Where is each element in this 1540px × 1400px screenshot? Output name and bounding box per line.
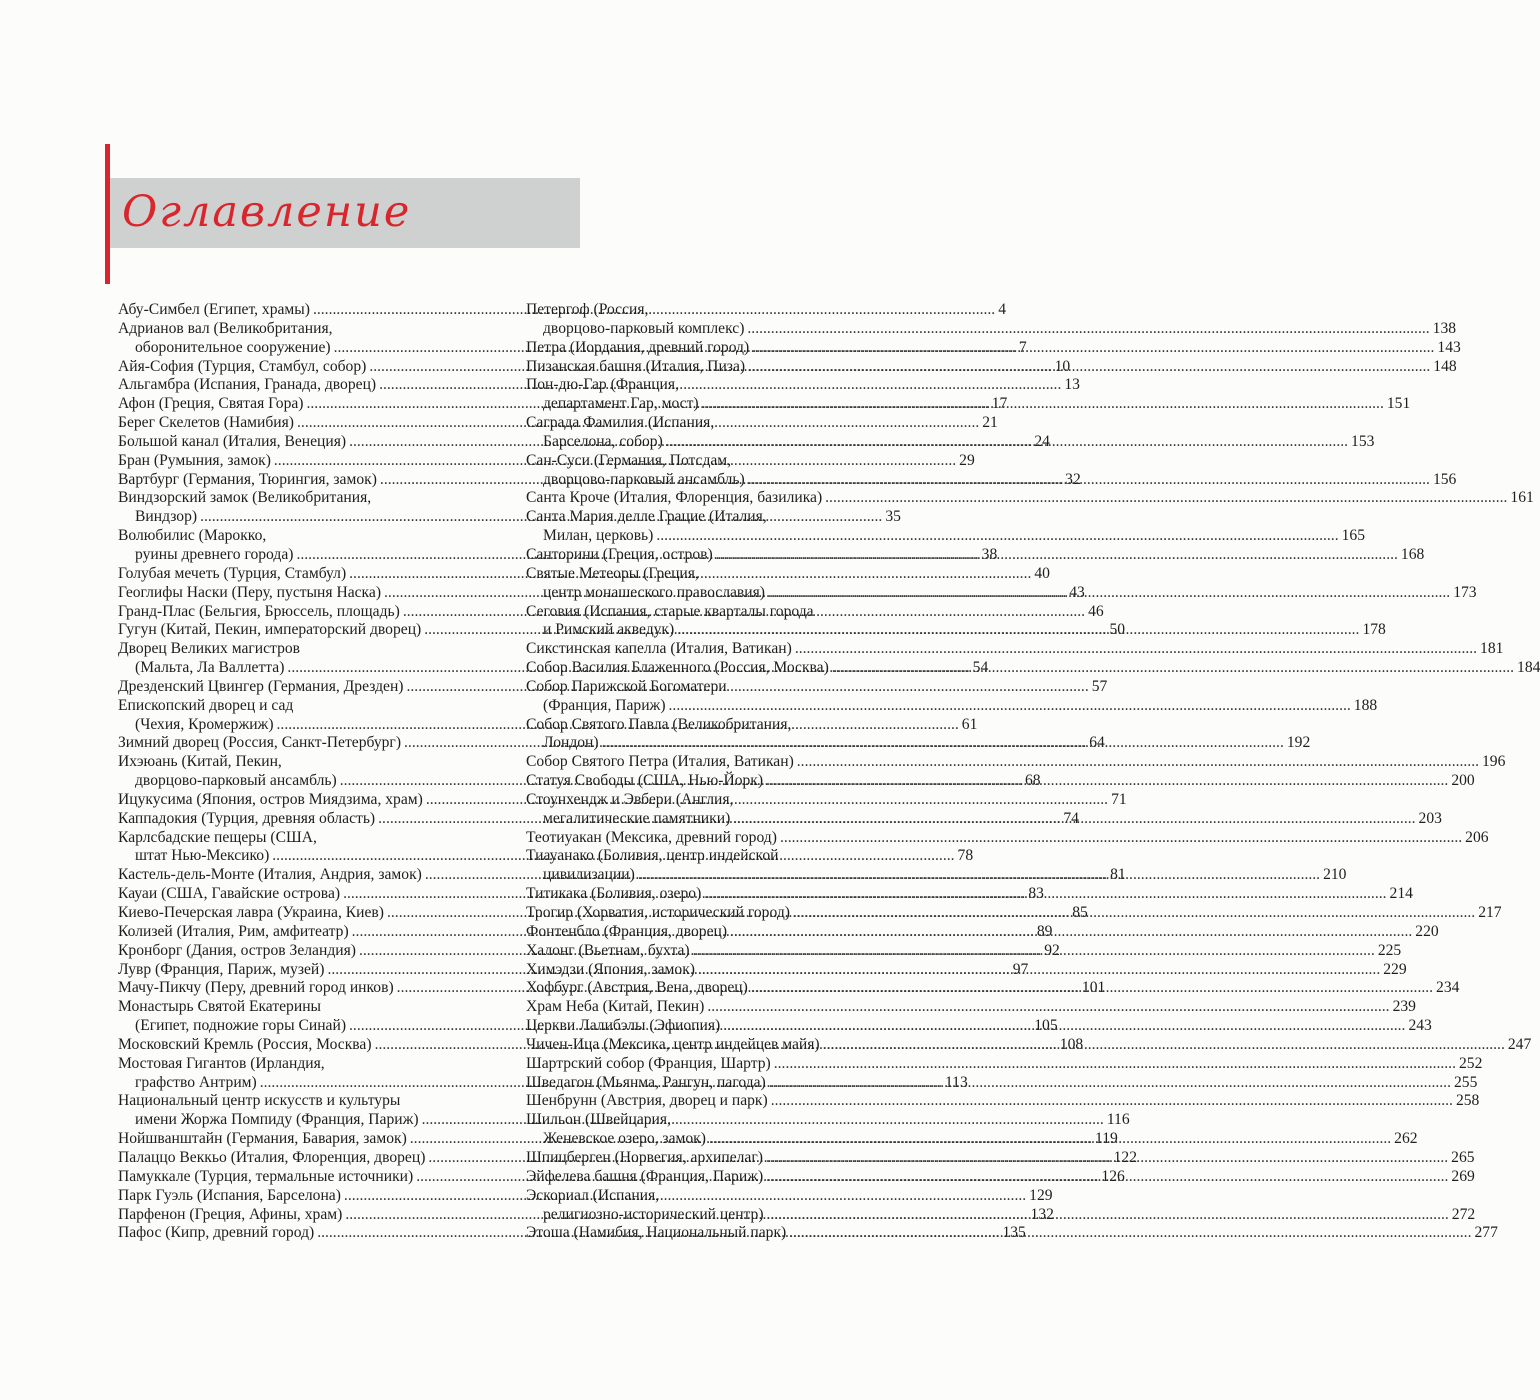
page-number: 105 <box>1034 1017 1058 1035</box>
toc-entry[interactable] <box>526 508 1365 546</box>
page-number: 217 <box>1478 904 1502 921</box>
toc-entry-title: имени Жоржа Помпиду (Франция, Париж) <box>135 1111 419 1129</box>
dot-leader <box>766 1168 1448 1187</box>
toc-entry-title: Афон (Греция, Святая Гора) <box>118 395 304 413</box>
toc-entry-title: центр монашеского православия) <box>543 583 765 601</box>
toc-entry-title: Пизанская башня (Италия, Пиза) <box>526 357 746 375</box>
toc-entry-title: Дрезденский Цвингер (Германия, Дрезден) <box>118 677 404 695</box>
toc-entry-title: Собор Святого Петра (Италия, Ватикан) <box>526 753 794 771</box>
page-number: 151 <box>1386 395 1411 413</box>
toc-entry-title: Дворец Великих магистров <box>118 640 301 658</box>
page-number: 89 <box>1036 922 1053 940</box>
toc-entry-title: Геоглифы Наски (Перу, пустыня Наска) <box>118 583 382 601</box>
toc-entry-title: Епископский дворец и сад <box>118 696 294 714</box>
page-number: 277 <box>1474 1224 1498 1242</box>
toc-entry-title: Айя-София (Турция, Стамбул, собор) <box>118 357 367 375</box>
page-number: 168 <box>1400 545 1425 563</box>
toc-entry-title: Ицукусима (Япония, остров Миядзима, храм) <box>118 790 423 808</box>
toc-entry-title: Пафос (Кипр, древний город) <box>118 1224 315 1242</box>
toc-entry-title: Шильон (Швейцария, <box>526 1111 671 1129</box>
toc-entry-title: (Франция, Париж) <box>543 696 666 714</box>
page-number: 181 <box>1480 640 1504 658</box>
page-number: 17 <box>991 395 1008 413</box>
toc-entry-title: Чичен-Ица (Мексика, центр индейцев майя) <box>526 1035 820 1053</box>
toc-entry-title: Памуккале (Турция, термальные источники) <box>118 1167 414 1185</box>
page-number: 210 <box>1323 866 1347 884</box>
page-number: 74 <box>1063 809 1079 827</box>
toc-entry-title: Монастырь Святой Екатерины <box>118 998 322 1016</box>
dot-leader <box>789 1224 1471 1243</box>
page-number: 269 <box>1451 1167 1475 1185</box>
toc-entry-title: Собор Парижской Богоматери <box>526 677 727 695</box>
toc-entry-title: Виндзор) <box>135 508 198 526</box>
toc-entry-title: Национальный центр искусств и культуры <box>118 1092 401 1110</box>
toc-entry[interactable] <box>526 1054 1483 1074</box>
toc-entry-title: Вартбург (Германия, Тюрингия, замок) <box>118 470 377 488</box>
dot-leader <box>766 772 1448 791</box>
dot-leader <box>733 810 1415 829</box>
toc-entry-title: Волюбилис (Марокко, <box>118 527 267 545</box>
dot-leader <box>793 904 1475 923</box>
dot-leader <box>716 546 1398 565</box>
dot-leader <box>751 979 1433 998</box>
toc-entry-title: Этоша (Намибия, Национальный парк) <box>526 1224 787 1242</box>
toc-entry-title: Шенбрунн (Австрия, дворец и парк) <box>526 1092 768 1110</box>
toc-entry-title: (Египет, подножие горы Синай) <box>135 1017 347 1035</box>
toc-entry-title: религиозно-исторический центр) <box>543 1205 764 1223</box>
dot-leader <box>723 1017 1405 1036</box>
toc-entry-title: Трогир (Хорватия, исторический город) <box>526 904 790 921</box>
toc-entry-title: Нойшванштайн (Германия, Бавария, замок) <box>118 1130 407 1148</box>
toc-entry-title: Абу-Симбел (Египет, храмы) <box>118 301 310 318</box>
page-number: 32 <box>1065 470 1081 488</box>
page-number: 161 <box>1510 489 1534 507</box>
toc-entry-title: Мостовая Гигантов (Ирландия, <box>118 1054 325 1072</box>
page-number: 46 <box>1088 602 1104 620</box>
page-number: 192 <box>1286 734 1311 752</box>
toc-entry-title: Титикака (Боливия, озеро) <box>526 885 702 903</box>
toc-entry-title: Парк Гуэль (Испания, Барселона) <box>118 1186 341 1204</box>
toc-entry-title: Альгамбра (Испания, Гранада, дворец) <box>118 376 377 394</box>
page-number: 85 <box>1072 904 1088 921</box>
toc-entry[interactable] <box>526 640 1504 659</box>
page-number: 206 <box>1465 828 1489 846</box>
dot-leader <box>707 998 1389 1017</box>
toc-entry-title: Пон-дю-Гар (Франция, <box>526 376 679 394</box>
page-number: 148 <box>1433 357 1457 375</box>
toc-entry-title: Эскориал (Испания, <box>526 1186 660 1204</box>
toc-entry-title: оборонительное сооружение) <box>135 338 331 356</box>
page-number: 21 <box>982 414 998 432</box>
page-number: 97 <box>1012 960 1029 978</box>
page-number: 71 <box>1111 790 1127 808</box>
toc-entry-title: цивилизации) <box>543 866 635 884</box>
page-number: 247 <box>1507 1035 1532 1053</box>
toc-entry-title: Гранд-Плас (Бельгия, Брюссель, площадь) <box>118 602 400 620</box>
toc-entry-title: Кауаи (США, Гавайские острова) <box>118 885 341 903</box>
page-number: 54 <box>972 659 989 677</box>
toc-entry-title: Кронборг (Дания, остров Зеландия) <box>118 941 356 959</box>
page-number: 35 <box>885 508 901 526</box>
dot-leader <box>825 489 1507 508</box>
toc-entry-title: Святые Метеоры (Греция, <box>526 564 699 582</box>
dot-leader <box>774 1055 1456 1074</box>
toc-entry-title: (Мальта, Ла Валлетта) <box>135 659 285 677</box>
toc-entry[interactable] <box>526 338 1461 358</box>
page-number: 173 <box>1453 583 1477 601</box>
toc-entry-title: руины древнего города) <box>135 545 294 563</box>
toc-entry-title: Бран (Румыния, замок) <box>118 451 271 469</box>
toc-entry-title: Женевское озеро, замок) <box>543 1130 706 1148</box>
page-number: 262 <box>1394 1130 1418 1148</box>
toc-entry-title: департамент Гар, мост) <box>543 395 699 413</box>
page-number: 214 <box>1389 885 1413 903</box>
toc-entry-title: Шведагон (Мьянма, Рангун, пагода) <box>526 1073 766 1091</box>
toc-entry-title: Шартрский собор (Франция, Шартр) <box>526 1054 771 1072</box>
toc-entry-title: Кастель-дель-Монте (Италия, Андрия, замок) <box>118 866 422 884</box>
toc-entry-title: Химэдзи (Япония, замок) <box>526 960 695 978</box>
toc-entry[interactable] <box>526 489 1534 508</box>
toc-entry-title: Большой канал (Италия, Венеция) <box>118 432 347 450</box>
toc-entry-title: Барселона, собор) <box>543 432 663 450</box>
toc-entry-title: Тиауанако (Боливия, центр индейской <box>526 847 779 865</box>
toc-entry[interactable] <box>526 828 1489 848</box>
toc-entry-title: Халонг (Вьетнам, бухта) <box>526 941 690 959</box>
toc-entry-title: мегалитические памятники) <box>543 809 731 827</box>
toc-entry-title: Адрианов вал (Великобритания, <box>118 319 333 337</box>
toc-entry-title: Каппадокия (Турция, древняя область) <box>118 809 376 827</box>
toc-entry-title: Петергоф (Россия, <box>526 301 649 318</box>
toc-entry-title: Церкви Лалибэлы (Эфиопия) <box>526 1017 721 1035</box>
toc-entry-title: Статуя Свободы (США, Нью-Йорк) <box>526 772 764 790</box>
page-number: 265 <box>1451 1148 1475 1166</box>
page-number: 229 <box>1383 960 1407 978</box>
toc-entry-title: дворцово-парковый ансамбль) <box>135 772 337 790</box>
toc-entry-title: Гугун (Китай, Пекин, императорский дворец) <box>118 621 422 639</box>
toc-entry-title: Виндзорский замок (Великобритания, <box>118 489 372 507</box>
dot-leader <box>666 433 1348 452</box>
toc-entry-title: Милан, церковь) <box>543 527 654 545</box>
dot-leader <box>769 1074 1451 1093</box>
toc-entry-title: Киево-Печерская лавра (Украина, Киев) <box>118 904 384 921</box>
dot-leader <box>832 659 1514 678</box>
dot-leader <box>677 621 1359 640</box>
page-number: 119 <box>1095 1130 1118 1148</box>
toc-entry-title: дворцово-парковый ансамбль) <box>543 470 745 488</box>
page-number: 138 <box>1432 319 1457 337</box>
toc-entry-title: Хофбург (Австрия, Вена, дворец) <box>526 979 748 997</box>
toc-entry-title: Парфенон (Греция, Афины, храм) <box>118 1205 343 1223</box>
toc-entry-title: Стоунхендж и Эвбери (Англия, <box>526 790 734 808</box>
toc-entry[interactable] <box>526 753 1506 772</box>
page-number: 64 <box>1089 734 1105 752</box>
page-number: 129 <box>1029 1186 1053 1204</box>
dot-leader <box>602 734 1284 753</box>
page-number: 132 <box>1030 1205 1054 1223</box>
page-number: 29 <box>959 451 975 469</box>
page-number: 156 <box>1432 470 1457 488</box>
dot-leader <box>669 697 1351 716</box>
page-number: 243 <box>1408 1017 1432 1035</box>
page-number: 272 <box>1451 1205 1476 1223</box>
toc-entry-title: Шпицберген (Норвегия, архипелаг) <box>526 1148 763 1166</box>
toc-entry-title: Московский Кремль (Россия, Москва) <box>118 1035 372 1053</box>
toc-entry-title: графство Антрим) <box>135 1073 257 1091</box>
toc-entry-title: Палаццо Веккьо (Италия, Флоренция, дворец) <box>118 1148 426 1166</box>
dot-leader <box>752 339 1434 358</box>
page-number: 153 <box>1351 432 1375 450</box>
toc-entry-title: дворцово-парковый комплекс) <box>543 319 745 337</box>
toc-entry-title: Фонтенбло (Франция, дворец) <box>526 922 728 940</box>
dot-leader <box>693 942 1375 961</box>
toc-entry[interactable] <box>526 1092 1480 1111</box>
dot-leader <box>702 395 1384 414</box>
toc-entry-title: Собор Святого Павла (Великобритания, <box>526 715 792 733</box>
page-number: 200 <box>1451 772 1475 790</box>
toc-entry-title: Лондон) <box>543 734 599 752</box>
toc-entry-title: Лувр (Франция, Париж, музей) <box>118 960 325 978</box>
toc-entry-title: Мачу-Пикчу (Перу, древний город инков) <box>118 979 394 997</box>
dot-leader <box>698 961 1380 980</box>
page-number: 122 <box>1113 1148 1138 1166</box>
dot-leader <box>795 640 1477 659</box>
dot-leader <box>748 358 1430 377</box>
page-number: 184 <box>1517 659 1540 677</box>
dot-leader <box>767 1206 1449 1225</box>
toc-entry-title: Санта Кроче (Италия, Флоренция, базилика) <box>526 489 823 507</box>
toc-entry-title: Саграда Фамилия (Испания, <box>526 414 715 432</box>
toc-entry[interactable] <box>526 998 1416 1017</box>
toc-entry-title: Берег Скелетов (Намибия) <box>118 414 295 432</box>
toc-entry-title: Петра (Иордания, древний город) <box>526 338 750 356</box>
page-number: 43 <box>1069 583 1085 601</box>
page-number: 258 <box>1455 1092 1480 1110</box>
page-number: 78 <box>957 847 974 865</box>
page-number: 252 <box>1458 1054 1483 1072</box>
page-number: 126 <box>1101 1167 1125 1185</box>
page-number: 83 <box>1028 885 1044 903</box>
page-number: 165 <box>1341 527 1365 545</box>
page-number: 196 <box>1482 753 1506 771</box>
red-accent-line <box>105 144 110 284</box>
dot-leader <box>748 471 1430 490</box>
page-number: 135 <box>1002 1224 1026 1242</box>
toc-entry-title: Ихэюань (Китай, Пекин, <box>118 753 282 771</box>
dot-leader <box>766 1149 1448 1168</box>
page-number: 255 <box>1453 1073 1478 1091</box>
page-number: 24 <box>1034 432 1050 450</box>
page-number: 13 <box>1064 376 1080 394</box>
toc-entry-title: Карлсбадские пещеры (США, <box>118 828 317 846</box>
dot-leader <box>771 1092 1453 1111</box>
page-number: 220 <box>1415 922 1439 940</box>
page-number: 203 <box>1418 809 1442 827</box>
page-number: 4 <box>998 301 1006 318</box>
dot-leader <box>656 527 1338 546</box>
page-number: 225 <box>1377 941 1402 959</box>
page-number: 178 <box>1362 621 1386 639</box>
page-number: 108 <box>1059 1035 1084 1053</box>
page-number: 101 <box>1081 979 1106 997</box>
page-number: 113 <box>944 1073 968 1091</box>
toc-entry-title: Сан-Суси (Германия, Потсдам, <box>526 451 732 469</box>
page-number: 234 <box>1436 979 1460 997</box>
page-number: 81 <box>1110 866 1126 884</box>
dot-leader <box>768 584 1450 603</box>
page-number: 92 <box>1044 941 1060 959</box>
toc-entry-title: Собор Василия Блаженного (Россия, Москва) <box>526 659 829 677</box>
toc-entry-title: Эйфелева башня (Франция, Париж) <box>526 1167 764 1185</box>
toc-entry-title: Санторини (Греция, остров) <box>526 545 713 563</box>
page-number: 239 <box>1392 998 1416 1016</box>
page-number: 116 <box>1106 1111 1130 1129</box>
dot-leader <box>704 885 1386 904</box>
page-number: 61 <box>961 715 978 733</box>
dot-leader <box>823 1036 1505 1055</box>
toc-entry-title: Сикстинская капелла (Италия, Ватикан) <box>526 640 792 658</box>
page-number: 10 <box>1054 357 1071 375</box>
page-number: 143 <box>1437 338 1461 356</box>
dot-leader <box>747 320 1429 339</box>
page-number: 57 <box>1091 677 1108 695</box>
toc-entry-title: Сеговия (Испания, старые кварталы города <box>526 602 814 620</box>
dot-leader <box>709 1130 1391 1149</box>
page-number: 68 <box>1024 772 1041 790</box>
toc-entry-title: Храм Неба (Китай, Пекин) <box>526 998 705 1016</box>
dot-leader <box>780 829 1462 848</box>
toc-entry-title: Зимний дворец (Россия, Санкт-Петербург) <box>118 734 402 752</box>
toc-entry-title: Голубая мечеть (Турция, Стамбул) <box>118 564 347 582</box>
page-number: 50 <box>1109 621 1126 639</box>
page-number: 7 <box>1018 338 1027 356</box>
toc-entry-title: Санта Мария делле Грацие (Италия, <box>526 508 767 526</box>
page-number: 40 <box>1034 564 1050 582</box>
toc-entry-title: Теотиуакан (Мексика, древний город) <box>526 828 777 846</box>
toc-entry-title: штат Нью-Мексико) <box>135 847 270 865</box>
toc-entry[interactable] <box>526 301 1457 339</box>
page-number: 188 <box>1353 696 1378 714</box>
toc-entry-title: (Чехия, Кромержиж) <box>135 715 274 733</box>
dot-leader <box>730 923 1412 942</box>
toc-entry-title: и Римский акведук) <box>543 621 675 639</box>
toc-entry-title: Колизей (Италия, Рим, амфитеатр) <box>118 922 349 940</box>
dot-leader <box>797 753 1479 772</box>
page-title: Оглавление <box>122 187 412 237</box>
dot-leader <box>638 866 1320 885</box>
page-number: 38 <box>981 545 998 563</box>
